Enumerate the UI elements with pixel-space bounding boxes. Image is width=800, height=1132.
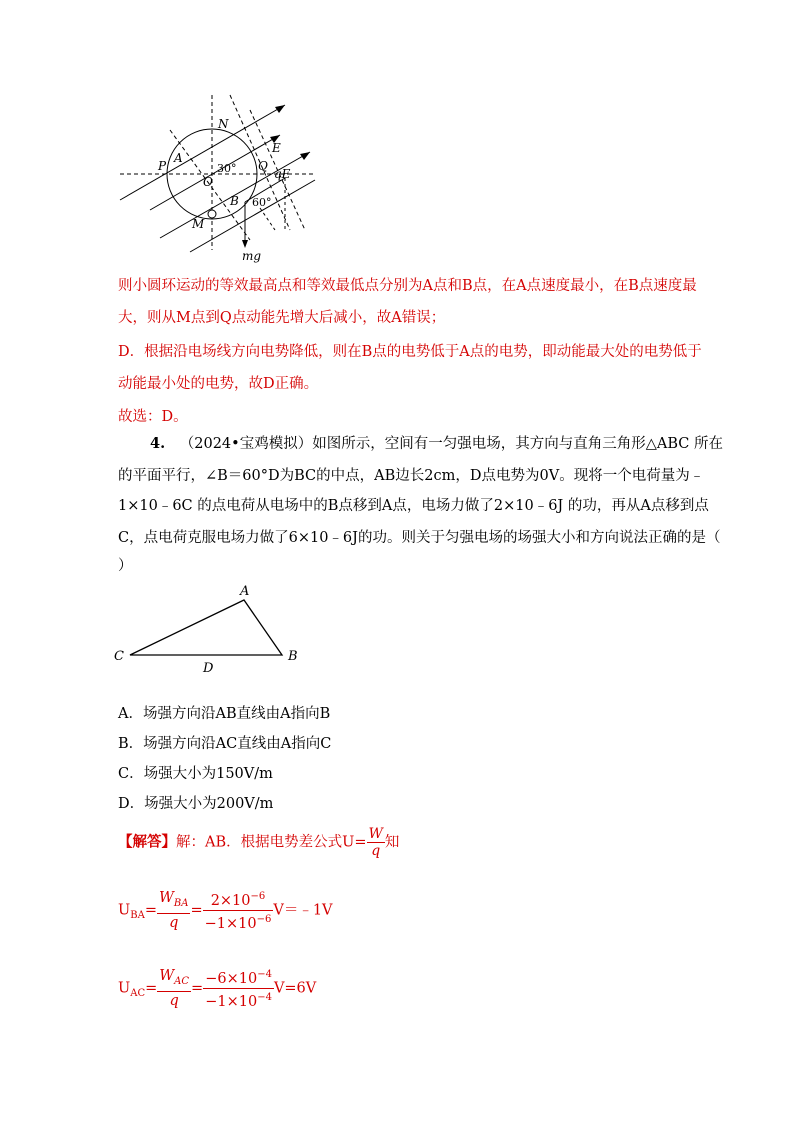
vertex-C: C [114,649,124,664]
label-B: B [230,194,239,208]
question-line-1: 4. （2024•宝鸡模拟）如图所示，空间有一匀强电场，其方向与直角三角形△ABC 所在 [150,435,723,452]
figure-triangle [110,582,310,672]
option-c: C．场强大小为150V/m [118,766,273,782]
question-line-2: 的平面平行，∠B＝60°D为BC的中点，AB边长2cm，D点电势为0V。现将一个电荷量为﹣ [118,468,705,484]
label-N: N [218,117,229,131]
solution-line-1: 则小圆环运动的等效最高点和等效最低点分别为A点和B点，在A点速度最小，在B点速度最 [118,278,697,294]
vertex-B: B [288,649,298,664]
figure-ring-field [110,90,330,265]
label-Q: Q [258,159,268,173]
angle-60: 60° [252,196,272,209]
solution-line-4: 动能最小处的电势，故D正确。 [118,376,319,392]
solution-line-2: 大，则从M点到Q点动能先增大后减小，故A错误； [118,310,446,326]
option-d: D．场强大小为200V/m [118,796,274,812]
question-line-3: 1×10﹣6C 的点电荷从电场中的B点移到A点，电场力做了2×10﹣6J 的功，再从A点移到点 [118,498,709,514]
label-O: O [203,175,213,189]
label-M: M [192,217,205,231]
label-A: A [174,151,183,165]
label-mg: mg [242,249,262,263]
answer-tag: 【解答】 [118,833,176,851]
answer-intro: 【解答】解：AB．根据电势差公式U= $\frac{W}{q}$ 知 [118,826,400,859]
angle-30: 30° [217,162,237,175]
label-qE: qE [274,167,291,181]
point-D: D [203,661,214,672]
formula-w-over-q: $\frac{W}{q}$ [368,826,383,859]
solution-line-3: D．根据沿电场线方向电势降低，则在B点的电势低于A点的电势，即动能最大处的电势低于 [118,344,702,360]
question-line-5: ） [118,558,133,574]
vertex-A: A [240,584,250,599]
equation-uac: $U_{AC}=$ $\frac{W_{AC}}{q}$ = $\frac{-6\times 10^{-4}}{-1\times 10^{-4}}$ V=6V [118,967,317,1010]
label-E: E [272,141,281,155]
option-a: A．场强方向沿AB直线由A指向B [118,706,331,722]
label-P: P [158,159,167,173]
option-b: B．场强方向沿AC直线由A指向C [118,736,332,752]
question-number: 4. [150,435,166,452]
solution-line-5: 故选：D。 [118,409,188,425]
equation-uba: $U_{BA}=$ $\frac{W_{BA}}{q}$ = $\frac{2\times 10^{-6}}{-1\times 10^{-6}}$ V＝﹣1V [118,889,333,932]
question-line-4: C，点电荷克服电场力做了6×10﹣6J的功。则关于匀强电场的场强大小和方向说法正确的是（ [118,530,721,546]
